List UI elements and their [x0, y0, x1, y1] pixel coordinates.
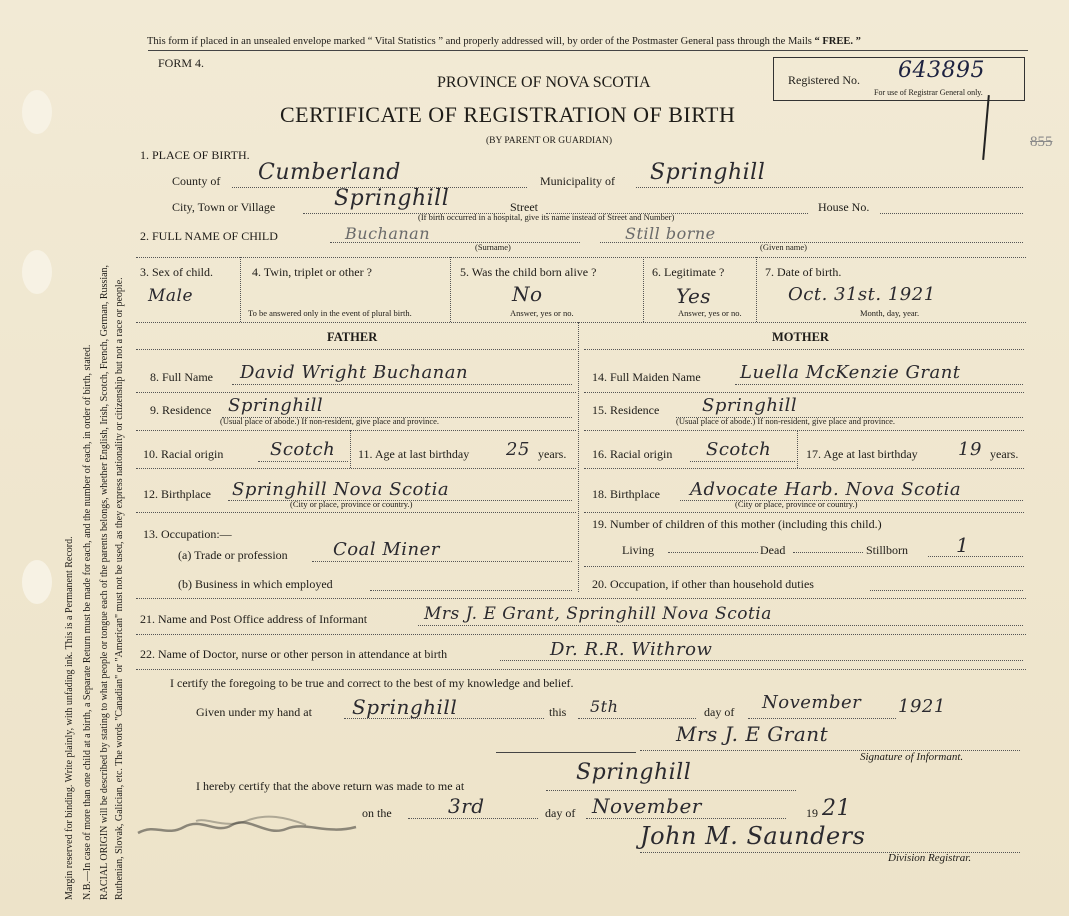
row3-divider [756, 257, 757, 322]
side-number: 855 [1030, 134, 1053, 150]
mother-years-label: years. [990, 447, 1019, 461]
registrar-day-line [408, 818, 538, 819]
mother-living-label: Living [622, 543, 654, 557]
mail-notice [147, 36, 861, 47]
child-given-name: Still borne [625, 224, 716, 243]
legitimate-note: Answer, yes or no. [678, 308, 742, 318]
certify-this-label: this [549, 705, 567, 719]
mother-residence-label: 15. Residence [592, 403, 660, 417]
registrar-year-prefix: 19 [806, 806, 818, 820]
date-label: 7. Date of birth. [765, 265, 842, 279]
row3-divider [450, 257, 451, 322]
father-name-label: 8. Full Name [150, 370, 213, 384]
certify-statement: I certify the foregoing to be true and correct to the best of my knowledge and belief. [170, 676, 574, 690]
registrar-day-of-label: day of [545, 806, 576, 820]
municipality-value: Springhill [650, 160, 766, 185]
mother-name-value: Luella McKenzie Grant [740, 362, 961, 383]
margin-note-multiple-births: N.B.—In case of more than one child at a birth, a Separate Return must be made for each, and the number of each, in order of birth, stated. [82, 344, 93, 900]
father-residence-value: Springhill [228, 395, 324, 416]
father-years-label: years. [538, 447, 567, 461]
mother-row-rule [584, 468, 1024, 469]
father-birthplace-note: (City or place, province or country.) [290, 499, 413, 509]
mother-birthplace-note: (City or place, province or country.) [735, 499, 858, 509]
mother-row-rule [584, 392, 1024, 393]
parents-bottom-rule [136, 598, 1026, 599]
father-birthplace-value: Springhill Nova Scotia [232, 479, 450, 500]
legitimate-value: Yes [676, 284, 712, 308]
father-row-rule [136, 430, 576, 431]
father-age-value: 25 [506, 439, 530, 460]
given-note: (Given name) [760, 242, 807, 252]
city-value: Springhill [334, 186, 450, 211]
doctor-value: Dr. R.R. Withrow [550, 639, 713, 660]
registrar-signature: John M. Saunders [640, 822, 866, 850]
ink-smudge [136, 815, 366, 841]
twin-note: To be answered only in the event of plural birth. [248, 308, 412, 318]
child-surname: Buchanan [345, 224, 431, 243]
surname-note: (Surname) [475, 242, 511, 252]
binding-hole [22, 560, 52, 604]
registrar-month-value: November [592, 794, 702, 818]
mother-row-rule [584, 430, 1024, 431]
mother-residence-note: (Usual place of abode.) If non-resident, give place and province. [676, 416, 896, 426]
house-line [880, 213, 1023, 214]
given-line [600, 242, 1023, 243]
registrar-year-value: 21 [822, 796, 851, 821]
certify-month-value: November [762, 692, 862, 713]
alive-note: Answer, yes or no. [510, 308, 574, 318]
doctor-label: 22. Name of Doctor, nurse or other person in attendance at birth [140, 647, 448, 661]
registrar-on-label: on the [362, 806, 392, 820]
father-row-rule [136, 392, 576, 393]
county-label: County of [172, 174, 221, 188]
registrar-place-value: Springhill [576, 760, 692, 785]
father-name-value: David Wright Buchanan [240, 362, 469, 383]
binding-hole [22, 250, 52, 294]
father-heading-rule [136, 349, 576, 350]
informant-line [418, 625, 1023, 626]
city-label: City, Town or Village [172, 200, 276, 214]
registered-no-label: Registered No. [788, 73, 860, 87]
certify-day-of-label: day of [704, 705, 735, 719]
registrar-use-note: For use of Registrar General only. [874, 88, 983, 97]
mother-name-line [735, 384, 1023, 385]
municipality-line [636, 187, 1023, 188]
informant-label: 21. Name and Post Office address of Informant [140, 612, 368, 626]
margin-note-racial-origin-2: Ruthenian, Slovak, Galician, etc. The words "Canadian" or "American" must not be used, as they express nationality or citizenship but not a race or people. [114, 277, 125, 900]
twin-label: 4. Twin, triplet or other ? [252, 265, 372, 279]
father-birthplace-label: 12. Birthplace [143, 487, 211, 501]
row3-divider [643, 257, 644, 322]
father-row-rule [136, 468, 576, 469]
date-value: Oct. 31st. 1921 [788, 284, 936, 305]
informant-signature-label: Signature of Informant. [860, 751, 964, 763]
mother-heading-rule [584, 349, 1024, 350]
registered-number: 643895 [898, 58, 985, 83]
informant-signature: Mrs J. E Grant [676, 722, 829, 746]
mother-row-rule [584, 512, 1024, 513]
pen-mark [982, 95, 990, 160]
form-number: FORM 4. [158, 56, 205, 70]
informant-rule [136, 634, 1026, 635]
mother-birthplace-label: 18. Birthplace [592, 487, 660, 501]
county-value: Cumberland [258, 160, 401, 185]
legitimate-label: 6. Legitimate ? [652, 265, 725, 279]
father-racial-line [258, 461, 348, 462]
father-name-line [232, 384, 572, 385]
certify-year-value: 1921 [898, 696, 946, 717]
mother-racial-value: Scotch [706, 439, 772, 460]
mother-dead-label: Dead [760, 543, 786, 557]
father-racial-divider [350, 430, 351, 468]
row3-top-rule [136, 257, 1026, 258]
father-trade-label: (a) Trade or profession [178, 548, 288, 562]
father-trade-value: Coal Miner [333, 539, 440, 560]
mother-stillborn-label: Stillborn [866, 543, 909, 557]
street-label: Street [510, 200, 538, 214]
parents-divider [578, 322, 579, 592]
father-row-rule [136, 512, 576, 513]
row3-bottom-rule [136, 322, 1026, 323]
father-heading: FATHER [327, 330, 378, 344]
father-trade-line [312, 561, 572, 562]
mother-residence-value: Springhill [702, 395, 798, 416]
house-no-label: House No. [818, 200, 870, 214]
certify-month-line [748, 718, 896, 719]
header-rule [148, 50, 1028, 51]
page-subtitle: (BY PARENT OR GUARDIAN) [486, 136, 613, 146]
mother-racial-line [690, 461, 795, 462]
given-place-value: Springhill [352, 695, 458, 719]
place-of-birth-label: 1. PLACE OF BIRTH. [140, 148, 250, 162]
margin-note-binding: Margin reserved for binding. Write plainly, with unfading ink. This is a Permanent Record. [64, 536, 75, 900]
father-residence-label: 9. Residence [150, 403, 212, 417]
certify-day-value: 5th [590, 697, 619, 716]
doctor-line [500, 660, 1023, 661]
mother-dead-line [793, 552, 863, 553]
registrar-statement: I hereby certify that the above return was made to me at [196, 779, 465, 793]
surname-line [330, 242, 580, 243]
father-racial-value: Scotch [270, 439, 336, 460]
father-racial-label: 10. Racial origin [143, 447, 224, 461]
mail-notice-free: “ FREE. ” [814, 36, 861, 47]
page-title: CERTIFICATE OF REGISTRATION OF BIRTH [280, 102, 736, 127]
doctor-rule [136, 669, 1026, 670]
margin-note-racial-origin: RACIAL ORIGIN will be described by stating to what people or tongue each of the parents belongs, whether English, Irish, Scotch, French, German, Russian, [99, 264, 110, 900]
mother-racial-divider [797, 430, 798, 468]
given-under-hand-label: Given under my hand at [196, 705, 312, 719]
father-business-label: (b) Business in which employed [178, 577, 333, 591]
informant-sign-rule [496, 752, 636, 753]
father-age-label: 11. Age at last birthday [358, 447, 470, 461]
date-note: Month, day, year. [860, 308, 920, 318]
mother-occupation-line [870, 590, 1023, 591]
father-business-line [370, 590, 572, 591]
registrar-place-line [546, 790, 796, 791]
given-place-line [344, 718, 544, 719]
registrar-title: Division Registrar. [888, 852, 972, 864]
registrar-month-line [586, 818, 786, 819]
municipality-label: Municipality of [540, 174, 615, 188]
mother-row-rule [584, 566, 1024, 567]
mother-living-line [668, 552, 758, 553]
mother-occupation-label: 20. Occupation, if other than household duties [592, 577, 814, 591]
child-name-label: 2. FULL NAME OF CHILD [140, 229, 278, 243]
province-heading: PROVINCE OF NOVA SCOTIA [437, 74, 651, 91]
father-residence-note: (Usual place of abode.) If non-resident, give place and province. [220, 416, 440, 426]
mother-name-label: 14. Full Maiden Name [592, 370, 701, 384]
mother-racial-label: 16. Racial origin [592, 447, 673, 461]
mother-stillborn-line [928, 556, 1023, 557]
mother-birthplace-value: Advocate Harb. Nova Scotia [690, 479, 962, 500]
alive-label: 5. Was the child born alive ? [460, 265, 597, 279]
sex-value: Male [148, 286, 194, 306]
mother-stillborn-value: 1 [956, 533, 970, 557]
informant-value: Mrs J. E Grant, Springhill Nova Scotia [424, 604, 772, 624]
mail-notice-text: This form if placed in an unsealed envelope marked “ Vital Statistics ” and properly addressed will, by order of the Postmaster General pass through the Mails [147, 36, 815, 47]
binding-hole [22, 90, 52, 134]
mother-heading: MOTHER [772, 330, 829, 344]
mother-children-label: 19. Number of children of this mother (including this child.) [592, 517, 882, 531]
registrar-day-value: 3rd [448, 794, 485, 818]
mother-age-value: 19 [958, 439, 982, 460]
father-occupation-label: 13. Occupation:— [143, 527, 232, 541]
sex-label: 3. Sex of child. [140, 265, 213, 279]
certify-day-line [578, 718, 696, 719]
alive-value: No [512, 282, 543, 306]
row3-divider [240, 257, 241, 322]
hospital-note: (If birth occurred in a hospital, give its name instead of Street and Number) [418, 212, 675, 222]
mother-age-label: 17. Age at last birthday [806, 447, 918, 461]
